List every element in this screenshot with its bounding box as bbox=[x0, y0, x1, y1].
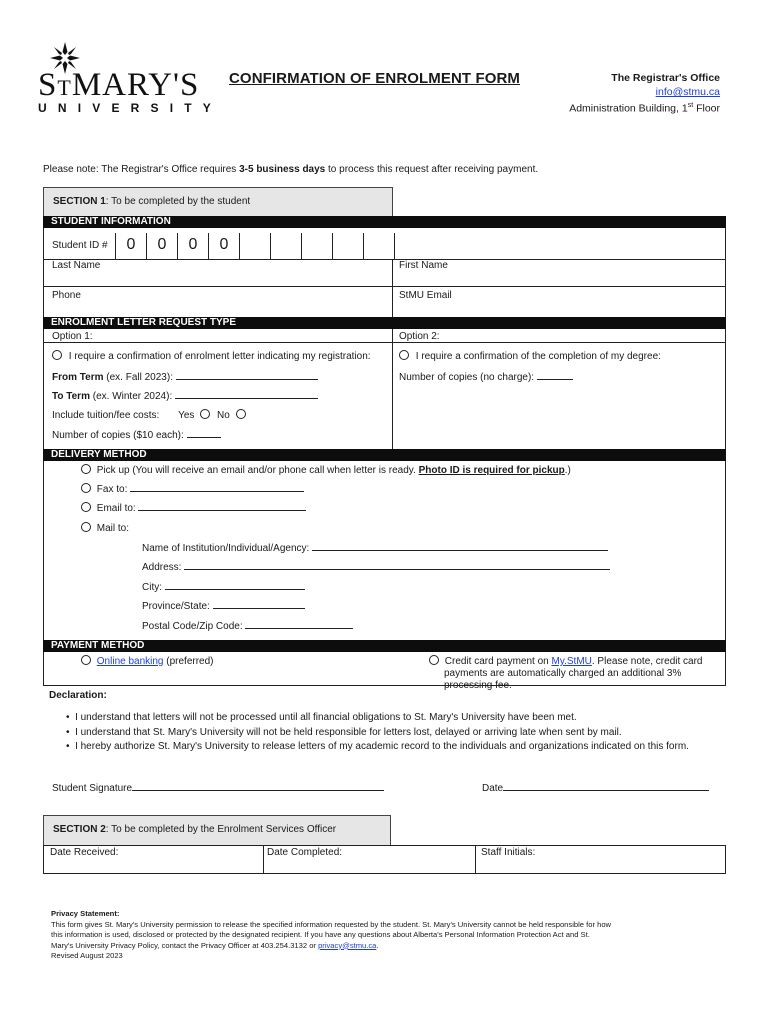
student-id-digit-box[interactable] bbox=[363, 233, 394, 259]
paid-copies-row: Number of copies ($10 each): bbox=[52, 429, 221, 441]
declaration-list bbox=[66, 711, 689, 755]
student-id-label: Student ID # bbox=[52, 240, 108, 251]
student-id-digit-box[interactable]: 0 bbox=[115, 233, 146, 259]
office-email-link[interactable]: info@stmu.ca bbox=[655, 86, 720, 98]
student-id-digit-box[interactable] bbox=[270, 233, 301, 259]
free-copies-input[interactable] bbox=[537, 371, 573, 380]
tuition-row: Include tuition/fee costs: Yes No bbox=[52, 409, 246, 421]
phone-label[interactable]: Phone bbox=[52, 290, 81, 301]
to-term-input[interactable] bbox=[175, 390, 318, 399]
credit-card-radio[interactable] bbox=[429, 655, 439, 665]
fax-row: Fax to: bbox=[81, 483, 304, 495]
date-row: Date bbox=[482, 782, 709, 794]
paid-copies-input[interactable] bbox=[187, 429, 221, 438]
signature-input[interactable] bbox=[132, 782, 384, 791]
letter-request-heading: ENROLMENT LETTER REQUEST TYPE bbox=[43, 317, 726, 329]
option-1-row bbox=[52, 350, 371, 362]
mystmu-link[interactable]: My.StMU bbox=[551, 656, 592, 667]
first-name-label[interactable]: First Name bbox=[399, 260, 448, 271]
logo-wordmark: STMARY'S bbox=[38, 67, 200, 103]
delivery-heading: DELIVERY METHOD bbox=[43, 449, 726, 461]
logo bbox=[38, 42, 223, 116]
province-row: Province/State: bbox=[142, 600, 305, 612]
divider bbox=[43, 342, 726, 343]
option-1-text: I require a confirmation of enrolment letter indicating my registration: bbox=[68, 351, 371, 362]
student-id-digit-box[interactable]: 0 bbox=[146, 233, 177, 259]
pickup-radio[interactable] bbox=[81, 464, 91, 474]
staff-initials-label[interactable]: Staff Initials: bbox=[481, 847, 536, 858]
privacy-statement: Privacy Statement: This form gives St. Mary's University permission to release the specified information requested by the student. St. Mary's University cannot be held responsible for how this information is used, disclosed or protected by the designated recipient. If you have any questions about Alberta's Personal Information Protection Act and St. Mary's University Privacy Policy, contact the Privacy Officer at 403.254.3132 or privacy@stmu.ca. Revised August 2023 bbox=[51, 909, 721, 962]
mail-row: Mail to: bbox=[81, 522, 129, 534]
signature-row: Student Signature bbox=[52, 782, 384, 794]
office-name: The Registrar's Office bbox=[611, 72, 720, 84]
student-id-digit-box[interactable] bbox=[332, 233, 363, 259]
date-completed-label[interactable]: Date Completed: bbox=[267, 847, 343, 858]
processing-notice: Please note: The Registrar's Office requires 3-5 business days to process this request after receiving payment. bbox=[43, 164, 539, 175]
option-2-row bbox=[399, 350, 661, 362]
institution-input[interactable] bbox=[312, 542, 608, 551]
student-id-box-end bbox=[394, 233, 395, 259]
mail-radio[interactable] bbox=[81, 522, 91, 532]
student-id-digit-box[interactable] bbox=[301, 233, 332, 259]
option-1-label: Option 1: bbox=[52, 331, 93, 342]
logo-university: UNIVERSITY bbox=[38, 101, 223, 115]
date-received-label[interactable]: Date Received: bbox=[50, 847, 119, 858]
pickup-row: Pick up (You will receive an email and/or phone call when letter is ready. Photo ID is required for pickup.) bbox=[81, 464, 571, 476]
revision-date: Revised August 2023 bbox=[51, 951, 123, 960]
institution-row: Name of Institution/Individual/Agency: bbox=[142, 542, 608, 554]
city-row: City: bbox=[142, 581, 305, 593]
credit-card-row: Credit card payment on My.StMU. Please note, credit card payments are automatically charged an additional 3% processing fee. bbox=[429, 655, 703, 692]
online-banking-radio[interactable] bbox=[81, 655, 91, 665]
stmu-email-label[interactable]: StMU Email bbox=[399, 290, 452, 301]
column-divider bbox=[475, 845, 476, 874]
tuition-no-radio[interactable] bbox=[236, 409, 246, 419]
online-banking-row: Online banking (preferred) bbox=[81, 655, 214, 667]
column-divider bbox=[392, 329, 393, 449]
payment-heading: PAYMENT METHOD bbox=[43, 640, 726, 652]
yes-label: Yes bbox=[178, 410, 195, 421]
student-id-digit-box[interactable] bbox=[239, 233, 270, 259]
province-input[interactable] bbox=[213, 600, 305, 609]
privacy-email-link[interactable]: privacy@stmu.ca bbox=[318, 940, 377, 950]
section-2-header: SECTION 2: To be completed by the Enrolment Services Officer bbox=[43, 815, 391, 845]
from-term-row: From Term (ex. Fall 2023): bbox=[52, 371, 318, 383]
student-info-heading: STUDENT INFORMATION bbox=[43, 216, 726, 228]
office-location: Administration Building, 1st Floor bbox=[569, 102, 720, 115]
last-name-label[interactable]: Last Name bbox=[52, 260, 101, 271]
column-divider bbox=[263, 845, 264, 874]
declaration-item: • I hereby authorize St. Mary's University to release letters of my academic record to the individuals and organizations indicated on this form. bbox=[66, 741, 689, 752]
address-input[interactable] bbox=[184, 561, 610, 570]
option-2-radio[interactable] bbox=[399, 350, 409, 360]
postal-row: Postal Code/Zip Code: bbox=[142, 620, 353, 632]
address-row: Address: bbox=[142, 561, 610, 573]
form-title: CONFIRMATION OF ENROLMENT FORM bbox=[229, 70, 521, 87]
section-1-header: SECTION 1: To be completed by the student bbox=[43, 187, 393, 216]
fax-radio[interactable] bbox=[81, 483, 91, 493]
office-info bbox=[569, 71, 720, 116]
fax-input[interactable] bbox=[130, 483, 304, 492]
privacy-heading: Privacy Statement: bbox=[51, 909, 120, 918]
email-row: Email to: bbox=[81, 502, 306, 514]
option-2-text: I require a confirmation of the completion of my degree: bbox=[415, 351, 661, 362]
divider bbox=[43, 259, 726, 260]
divider bbox=[43, 286, 726, 287]
column-divider bbox=[392, 259, 393, 317]
city-input[interactable] bbox=[165, 581, 305, 590]
option-1-radio[interactable] bbox=[52, 350, 62, 360]
from-term-input[interactable] bbox=[176, 371, 318, 380]
declaration-item: • I understand that St. Mary's University will not be held responsible for letters lost, delayed or arriving late when sent by mail. bbox=[66, 726, 622, 738]
option-2-label: Option 2: bbox=[399, 331, 440, 342]
tuition-yes-radio[interactable] bbox=[200, 409, 210, 419]
email-radio[interactable] bbox=[81, 502, 91, 512]
free-copies-row: Number of copies (no charge): bbox=[399, 371, 573, 383]
declaration-item: • I understand that letters will not be processed until all financial obligations to St. Mary's University have been met. bbox=[66, 712, 577, 723]
postal-input[interactable] bbox=[245, 620, 353, 629]
online-banking-link[interactable]: Online banking bbox=[96, 656, 164, 667]
email-input[interactable] bbox=[138, 502, 306, 511]
date-input[interactable] bbox=[503, 782, 709, 791]
student-id-digit-box[interactable]: 0 bbox=[177, 233, 208, 259]
declaration-heading: Declaration: bbox=[49, 690, 107, 701]
student-id-digit-box[interactable]: 0 bbox=[208, 233, 239, 259]
section-2-table bbox=[43, 845, 726, 874]
no-label: No bbox=[216, 410, 230, 421]
to-term-row: To Term (ex. Winter 2024): bbox=[52, 390, 318, 402]
